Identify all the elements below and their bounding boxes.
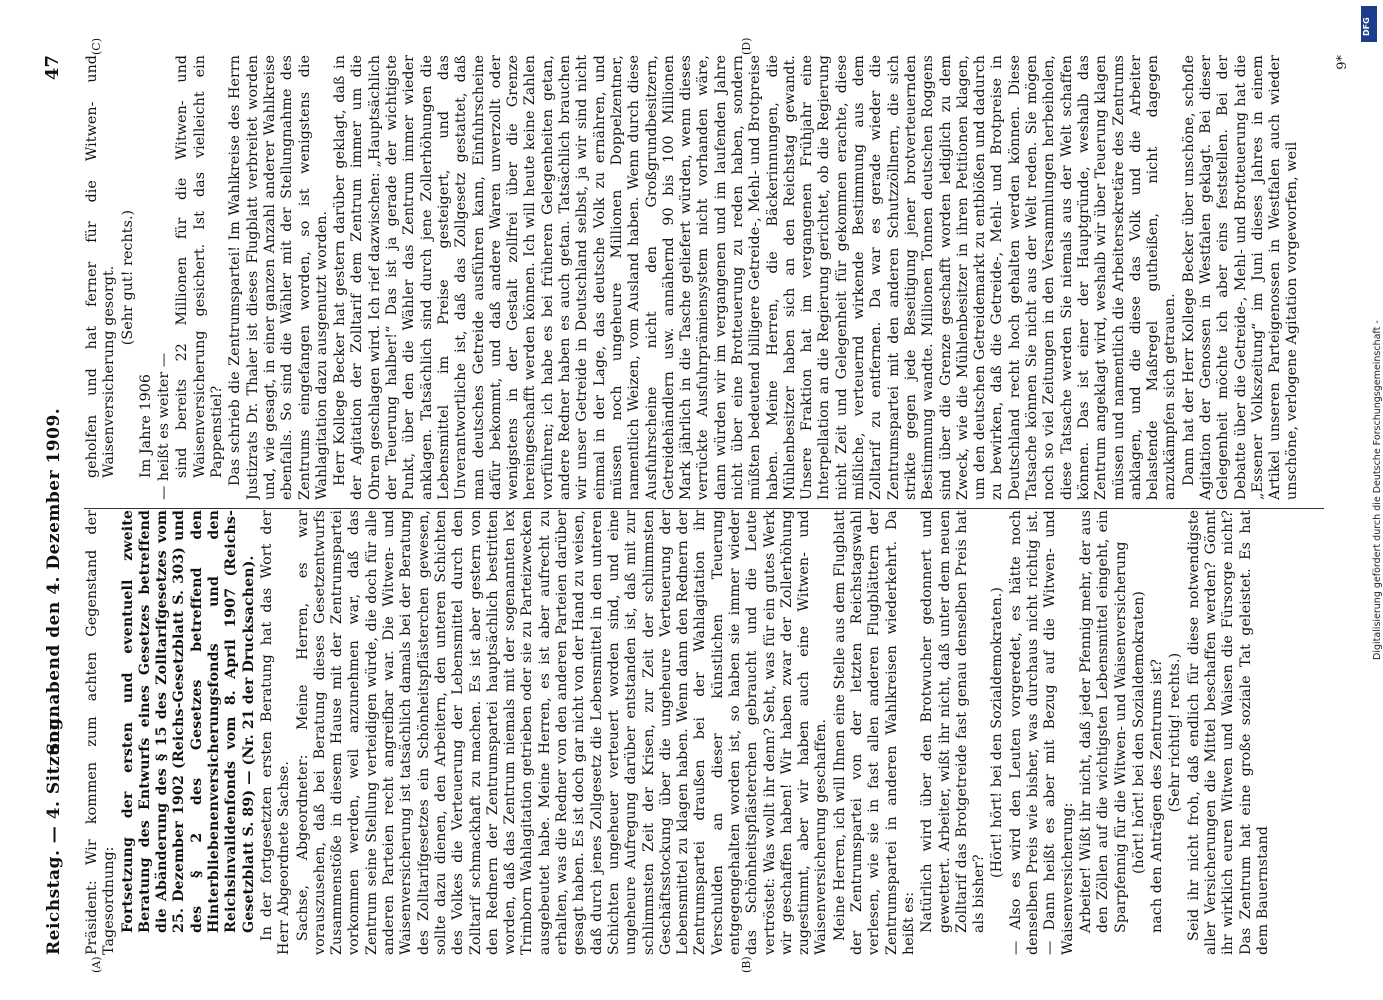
header-date: Sonnabend den 4. Dezember 1909. [44,407,64,755]
dfg-credit: Digitalisierung gefördert durch die Deutsche Forschungsgemeinschaft - [1372,320,1383,660]
paragraph: Meine Herren, ich will Ihnen eine Stelle aus dem Flugblatt der Zentrumspartei von der letzten Reichstagswahl verlesen, wie sie in fast allen anderen Flugblättern der Zentrumspartei in anderen Wahlkreisen wiederkehrt. Da heißt es: [831,510,917,955]
margin-marker-a: (A) [90,956,103,973]
quote: Natürlich wird über den Brotwucher gedonnert und gewettert. Arbeiter, wißt ihr nicht, daß unter dem neuen Zolltarif das Brotgetreide fast genau denselben Preis hat als bisher? [919,510,988,933]
signature-mark: 9* [1335,55,1350,70]
paragraph: — heißt es weiter — [156,352,173,500]
interjection: (Sehr richtig! rechts.) [1167,652,1184,813]
margin-marker-b: (B) [740,956,753,973]
dfg-logo-text: DFG [1362,17,1371,36]
page-header [40,55,70,955]
left-column [84,510,1334,955]
header-left: Reichstag. — 4. Sitzung. [44,711,64,955]
paragraph: — Also es wird den Leuten vorgeredet, es hätte noch denselben Preis wie bisher, was durchaus nicht richtig ist. — Dann heißt es aber mit Bezug auf die Witwen- und Waisenversicherung: [1007,510,1076,955]
agenda-item: Fortsetzung der ersten und eventuell zweite Beratung des Entwurfs eines Gesetzes betreffend die Abänderung des § 15 des Zolltarifgesetzes vom 25. Dezember 1902 (Reichs-Gesetzblatt S. 303) und des § 2 des Gesetzes betreffend den Hinterbliebenenversicherungsfonds und den Reichsinvalidenfonds vom 8. April 1907 (Reichs-Gesetzblatt S. 89) — (Nr. 21 der Drucksachen). [119,510,257,933]
margin-marker-c: (C) [90,38,103,55]
interjection: (Hört! hört! bei den Sozialdemokraten.) [989,587,1006,878]
page-number: 47 [42,55,63,81]
rotated-page-frame [40,35,1350,975]
quote: geholfen und hat ferner für die Witwen- und Waisenversicherung gesorgt. [84,55,118,478]
dfg-logo-icon [1361,6,1377,42]
paragraph: Seid ihr nicht froh, daß endlich für diese notwendigste aller Versicherungen die Mittel beschaffen werden? Gönnt ihr wirklich euren Witwen und Waisen die Fürsorge nicht? Das Zentrum hat eine große soziale Tat geleistet. Es hat dem Bauernstand [1185,510,1271,955]
interjection: (Sehr gut! rechts.) [119,209,136,346]
right-column [84,55,1334,500]
paragraph: Das schrieb die Zentrumspartei! Im Wahlkreise des Herrn Justizrats Dr. Thaler ist dieses Flugblatt verbreitet worden und, wie gesagt, in einer ganzen Anzahl anderer Wahlkreise ebenfalls. So sind die Wähler mit der Stellungnahme des Zentrums eingefangen worden, so ist wenigstens die Wahlagitation dazu ausgenutzt worden. [227,55,330,500]
paragraph: Dann hat der Herr Kollege Becker über unschöne, schofle Agitation der Genossen in Westfalen geklagt. Bei dieser Gelegenheit möchte ich aber eins feststellen. Bei der Debatte über die Getreide-, Mehl- und Brotteuerung hat die „Essener Volkszeitung“ im Juni dieses Jahres in einem Artikel unseren Parteigenossen in Westfalen auch wieder unschöne, verlogene Agitation vorgeworfen, weil [1180,55,1301,500]
paragraph: Präsident: Wir kommen zum achten Gegenstand der Tagesordnung: [84,510,118,955]
column-divider [84,508,1324,509]
margin-marker-d: (D) [740,37,753,55]
paragraph: Sachse, Abgeordneter: Meine Herren, es war vorauszusehen, daß bei Beratung dieses Gesetzentwurfs Zusammenstöße in diesem Hause mit der Zentrumspartei vorkommen werden, weil anzunehmen war, daß das Zentrum seine Stellung verteidigen würde, die doch für alle anderen Parteien recht angreifbar war. Die Witwen- und Waisenversicherung ist tatsächlich damals bei der Beratung des Zolltarifgesetzes ein Schönheitspflästerchen gewesen, sollte dazu dienen, den Arbeitern, den unteren Schichten des Volkes die Verteuerung der Lebensmittel durch den Zolltarif schmackhaft zu machen. Es ist aber gestern von den Rednern der Zentrumspartei hauptsächlich bestritten worden, daß das Zentrum niemals mit der sogenannten lex Trimborn Wahlagitation getrieben oder sie zu Parteizwecken ausgebeutet habe. Meine Herren, es ist aber aufrecht zu erhalten, was die Redner von den anderen Parteien darüber gesagt haben. Es ist doch gar nicht von der Hand zu weisen, daß durch jenes Zollgesetz die Lebensmittel in den unteren Schichten ungeheuer verteuert worden sind, und eine ungeheure Aufregung darüber entstanden ist, daß mit zur schlimmsten Zeit der Krisen, zur Zeit der schlimmsten Geschäftsstockung über die ungeheure Verteuerung der Lebensmittel zu klagen haben. Wenn dann den Rednern der Zentrumspartei draußen bei der Wahlagitation ihr Verschulden an dieser künstlichen Teuerung entgegengehalten worden ist, so haben sie immer wieder das Schönheitspflästerchen gebraucht und die Leute vertröstet: Was wollt ihr denn? Seht, was für ein gutes Werk wir geschaffen haben! Wir haben zwar der Zollerhöhung zugestimmt, aber wir haben auch eine Witwen- und Waisenversicherung geschaffen. [294,510,830,955]
quote: nach den Anträgen des Zentrums ist? [1149,659,1166,933]
paragraph: In der fortgesetzten ersten Beratung hat das Wort der Herr Abgeordnete Sachse. [258,510,293,955]
quote: sind bereits 22 Millionen für die Witwen- und Waisenversicherung gesichert. Ist das vielleicht ein Pappenstiel? [174,55,226,478]
quote: Im Jahre 1906 [137,374,154,478]
interjection: (hört! hört! bei den Sozialdemokraten) [1130,590,1147,875]
quote: Arbeiter! Wißt ihr nicht, daß jeder Pfennig mehr, der aus den Zöllen auf die wichtigsten Lebensmittel eingeht, ein Sparpfennig für die Witwen- und Waisenversicherung [1077,510,1129,933]
paragraph: Herr Kollege Becker hat gestern darüber geklagt, daß in der Agitation der Zolltarif dem Zentrum immer um die Ohren geschlagen wird. Ich rief dazwischen: „Hauptsächlich der Teuerung halber!“ Das ist ja gerade der wichtigste Punkt, über den die Wähler das Zentrum immer wieder anklagen. Tatsächlich sind durch jene Zollerhöhungen die Lebensmittel im Preise gesteigert, und das Unverantwortliche ist, daß das Zollgesetz gestattet, daß man deutsches Getreide ausführen kann, Einfuhrscheine dafür bekommt, und daß andere Waren unverzollt oder wenigstens in der Gestalt zollfrei über die Grenze hereingeschafft werden können. Ich will heute keine Zahlen vorführen; ich habe es bei früheren Gelegenheiten getan, andere Redner haben es auch getan. Tatsächlich brauchen wir unser Getreide in Deutschland selbst, ja wir sind nicht einmal in der Lage, das deutsche Volk zu ernähren, und müssen noch ungeheure Millionen Doppelzentner, namentlich Weizen, vom Ausland haben. Wenn durch diese Ausfuhrscheine nicht den Großgrundbesitzern, Getreidehändlern usw. annähernd 90 bis 100 Millionen Mark jährlich in die Tasche geliefert würden, wenn dieses verrückte Ausfuhrprämiensystem nicht vorhanden wäre, dann würden wir im vergangenen und im laufenden Jahre nicht über eine Brotteuerung zu reden haben, sondern müßten bedeutend billigere Getreide-, Mehl- und Brotpreise haben. Meine Herren, die Bäckerinnungen, die Mühlenbesitzer haben sich an den Reichstag gewandt. Unsere Fraktion hat im vergangenen Frühjahr eine Interpellation an die Regierung gerichtet, ob die Regierung nicht Zeit und Gelegenheit für gekommen erachte, diese mißliche, verteuernd wirkende Bestimmung aus dem Zolltarif zu entfernen. Da war es gerade wieder die Zentrumspartei mit den anderen Schutzzöllnern, die sich strikte gegen jede Beseitigung jener brotverteuernden Bestimmung wandte. Millionen Tonnen deutschen Roggens sind über die Grenze geschafft worden lediglich zu dem Zweck, wie die Mühlenbesitzer in ihren Petitionen klagen, um den deutschen Getreidemarkt zu entblößen und dadurch zu bewirken, daß die Getreide-, Mehl- und Brotpreise in Deutschland recht hoch gehalten werden können. Diese Tatsache können Sie nicht aus der Welt reden. Sie mögen noch so viel Zeitungen in den Versammlungen herbeiholen, diese Tatsache werden Sie niemals aus der Welt schaffen können. Das ist einer der Hauptgründe, weshalb das Zentrum angeklagt wird, weshalb wir über Teuerung klagen müssen und namentlich die Arbeitersekretäre des Zentrums anklagen, und die diese das Volk und die Arbeiter belastende Maßregel gutheißen, nicht dagegen anzukämpfen sich getrauen. [332,55,1179,500]
